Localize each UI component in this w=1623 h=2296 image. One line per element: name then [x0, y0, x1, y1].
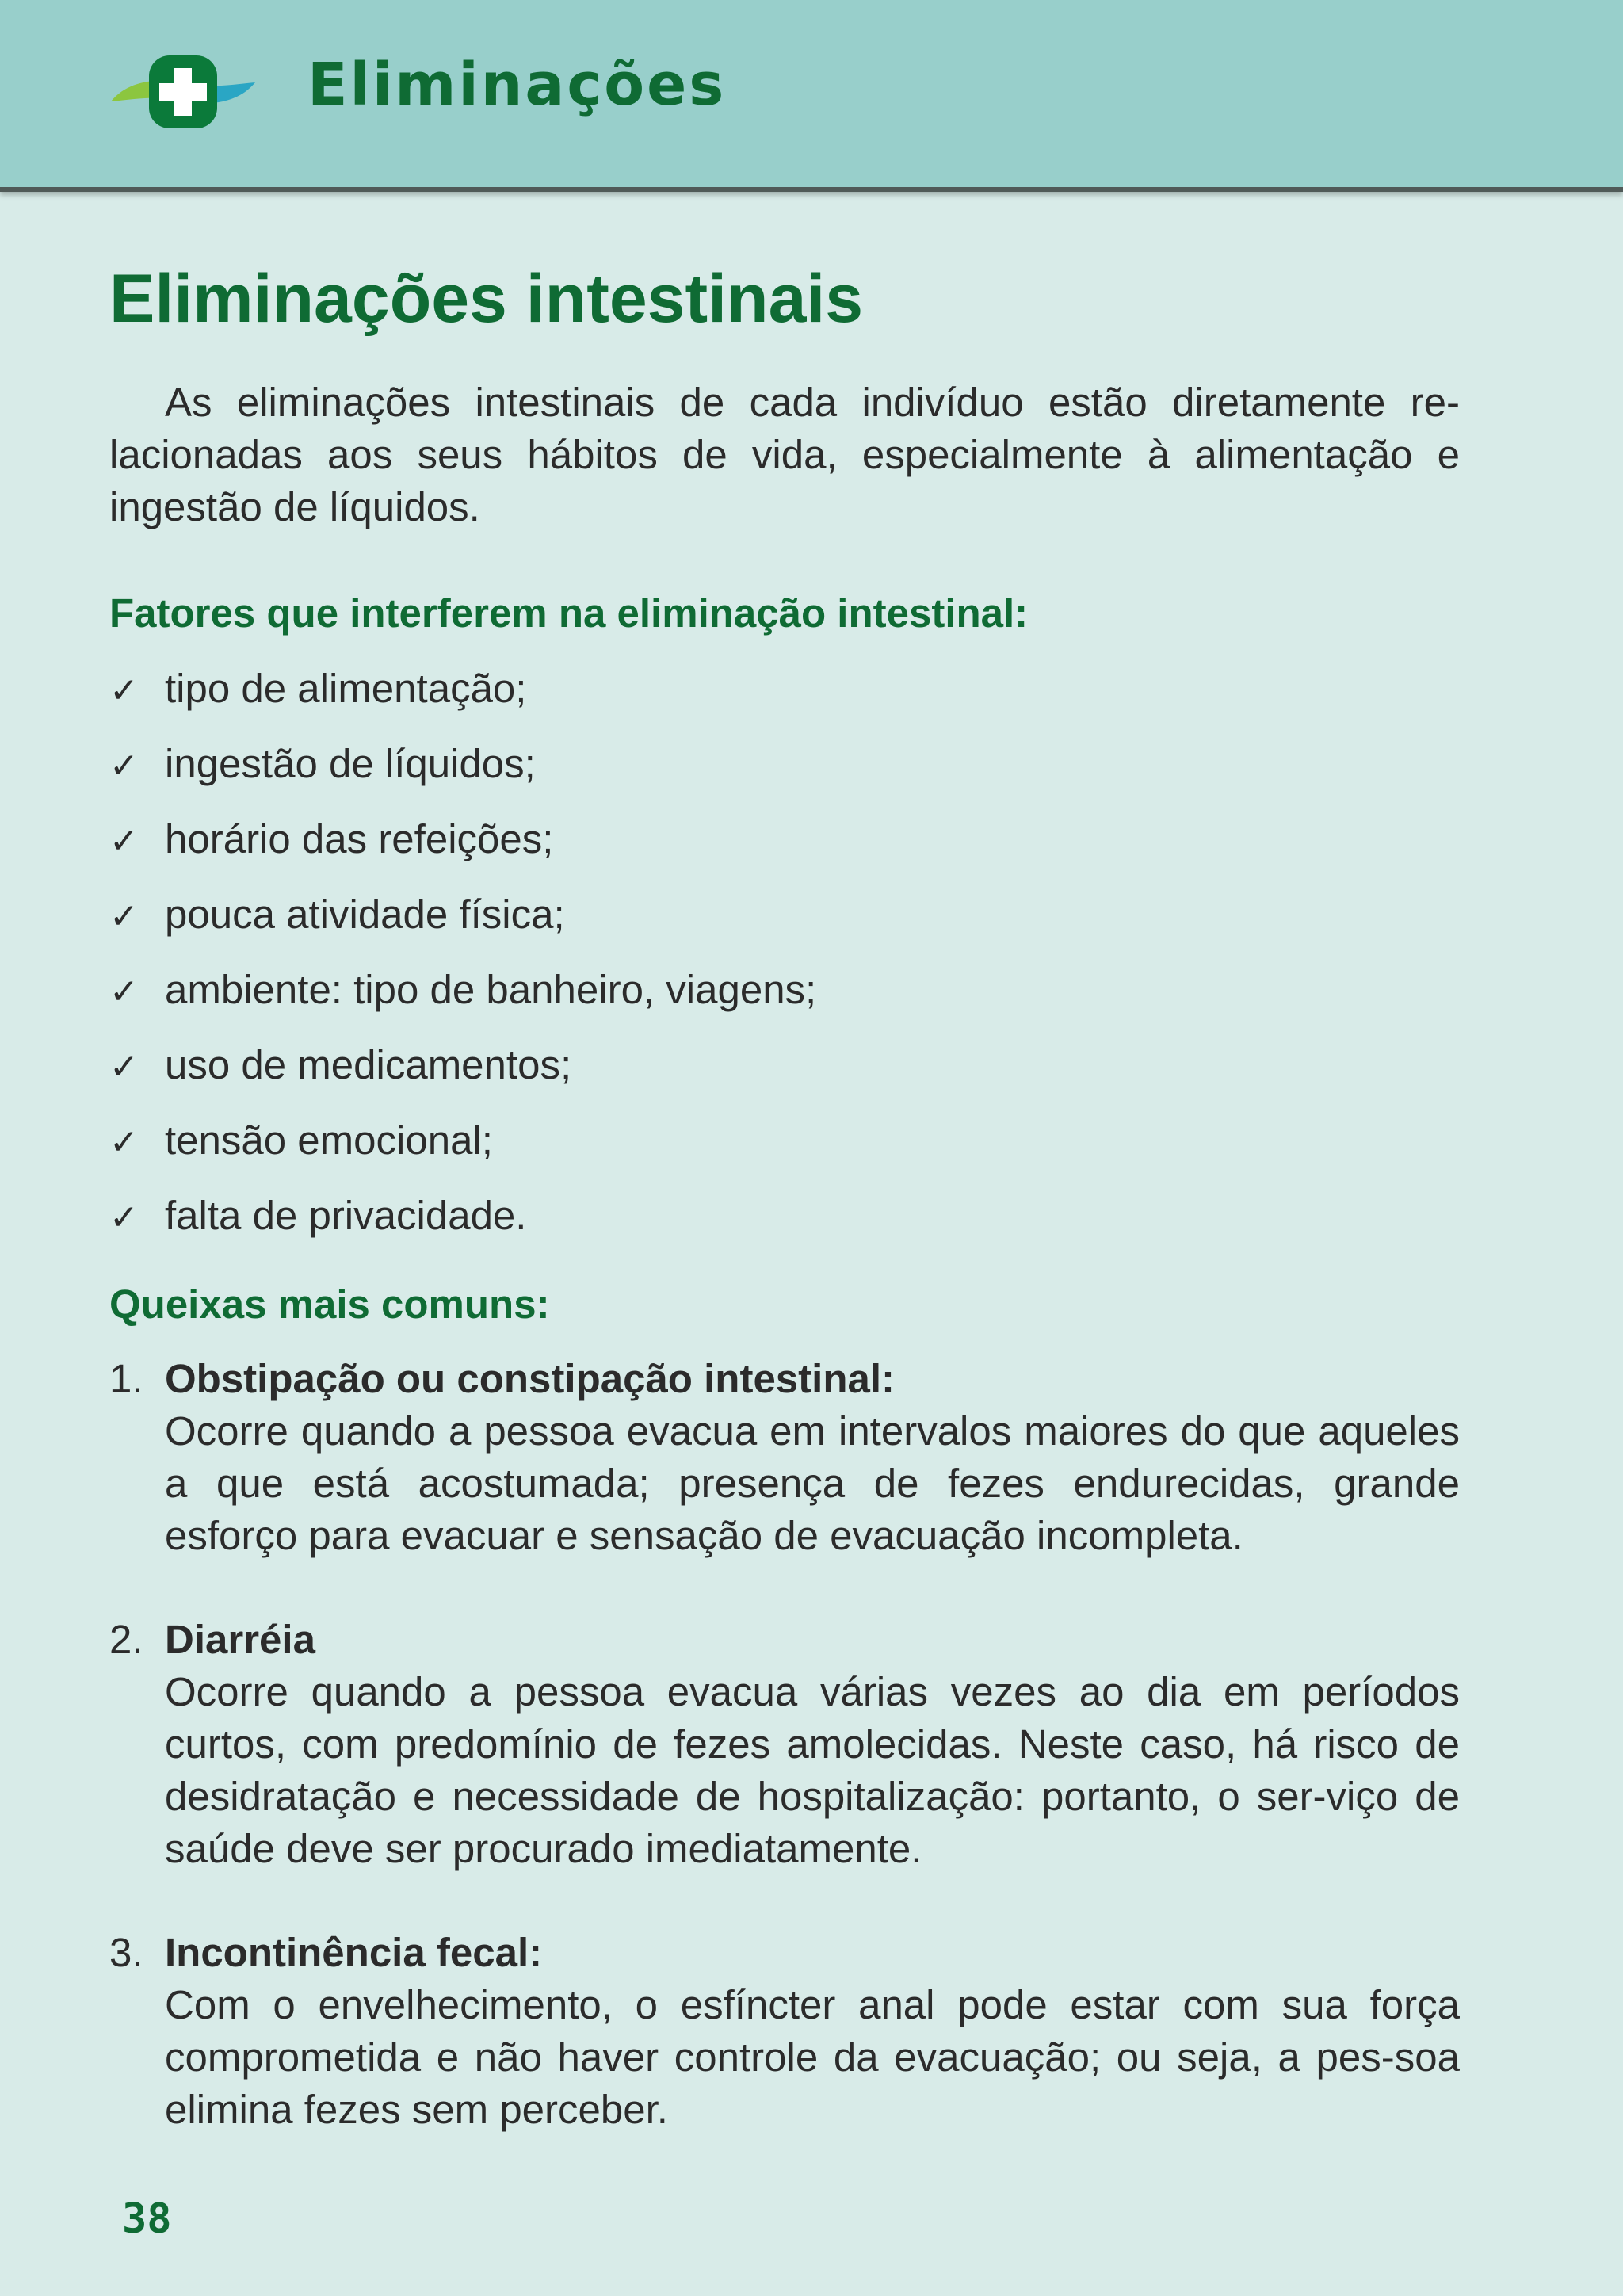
- list-item: [109, 1614, 1460, 1875]
- list-item-text: falta de privacidade.: [165, 1192, 527, 1238]
- list-item: [109, 1102, 1460, 1178]
- green-cross-logo-icon: [108, 52, 258, 132]
- list-item-text: ingestão de líquidos;: [165, 740, 536, 786]
- page-header: [0, 0, 1623, 192]
- header-title: Eliminações: [307, 51, 727, 119]
- page-title: Eliminações intestinais: [109, 261, 864, 337]
- list-item-text: uso de medicamentos;: [165, 1041, 572, 1087]
- list-item: [109, 1178, 1460, 1253]
- item-title: Obstipação ou constipação intestinal:: [165, 1355, 895, 1401]
- item-number: 3.: [109, 1929, 143, 1975]
- item-text: Ocorre quando a pessoa evacua várias vezes ao dia em períodos curtos, com predomínio de fezes amolecidas. Neste caso, há risco de desidratação e necessidade de hospitalização: portanto, o ser-viço de saúde deve ser procurado imediatamente.: [165, 1668, 1460, 1871]
- check-icon: ✓: [109, 745, 139, 786]
- list-item-text: tensão emocional;: [165, 1117, 493, 1163]
- check-icon: ✓: [109, 820, 139, 861]
- check-icon: ✓: [109, 670, 139, 711]
- item-title: Diarréia: [165, 1616, 315, 1662]
- list-item-text: horário das refeições;: [165, 816, 554, 861]
- item-text: Ocorre quando a pessoa evacua em intervalos maiores do que aqueles a que está acostumada; presença de fezes endurecidas, grande esforço para evacuar e sensação de evacuação incompleta.: [165, 1408, 1460, 1558]
- check-icon: ✓: [109, 896, 139, 937]
- intro-paragraph: As eliminações intestinais de cada indivíduo estão diretamente re-lacionadas aos seus hábitos de vida, especialmente à alimentação e ingestão de líquidos.: [109, 379, 1460, 529]
- factors-list: [109, 651, 1460, 1253]
- list-item-text: tipo de alimentação;: [165, 665, 527, 711]
- list-item: [109, 877, 1460, 952]
- list-item: [109, 1027, 1460, 1102]
- item-body: [165, 1614, 1460, 1875]
- item-body: [165, 1353, 1460, 1562]
- list-item-text: ambiente: tipo de banheiro, viagens;: [165, 966, 817, 1012]
- main-content: [109, 262, 1460, 2187]
- complaints-list: [109, 1353, 1460, 2136]
- list-item: [109, 726, 1460, 801]
- item-number: 1.: [109, 1355, 143, 1401]
- list-item: [109, 1927, 1460, 2136]
- item-body: [165, 1927, 1460, 2136]
- item-text: Com o envelhecimento, o esfíncter anal pode estar com sua força comprometida e não haver controle da evacuação; ou seja, a pes-soa elimina fezes sem perceber.: [165, 1981, 1460, 2132]
- check-icon: ✓: [109, 1046, 139, 1087]
- check-icon: ✓: [109, 971, 139, 1012]
- list-item-text: pouca atividade física;: [165, 891, 565, 937]
- list-item: [109, 952, 1460, 1027]
- list-item: [109, 801, 1460, 877]
- item-number: 2.: [109, 1616, 143, 1662]
- item-title: Incontinência fecal:: [165, 1929, 543, 1975]
- list-item: [109, 1353, 1460, 1562]
- list-item: [109, 651, 1460, 726]
- factors-heading: Fatores que interferem na eliminação intestinal:: [109, 590, 1029, 636]
- page-number: 38: [122, 2195, 172, 2243]
- check-icon: ✓: [109, 1197, 139, 1238]
- complaints-heading: Queixas mais comuns:: [109, 1281, 550, 1327]
- check-icon: ✓: [109, 1121, 139, 1163]
